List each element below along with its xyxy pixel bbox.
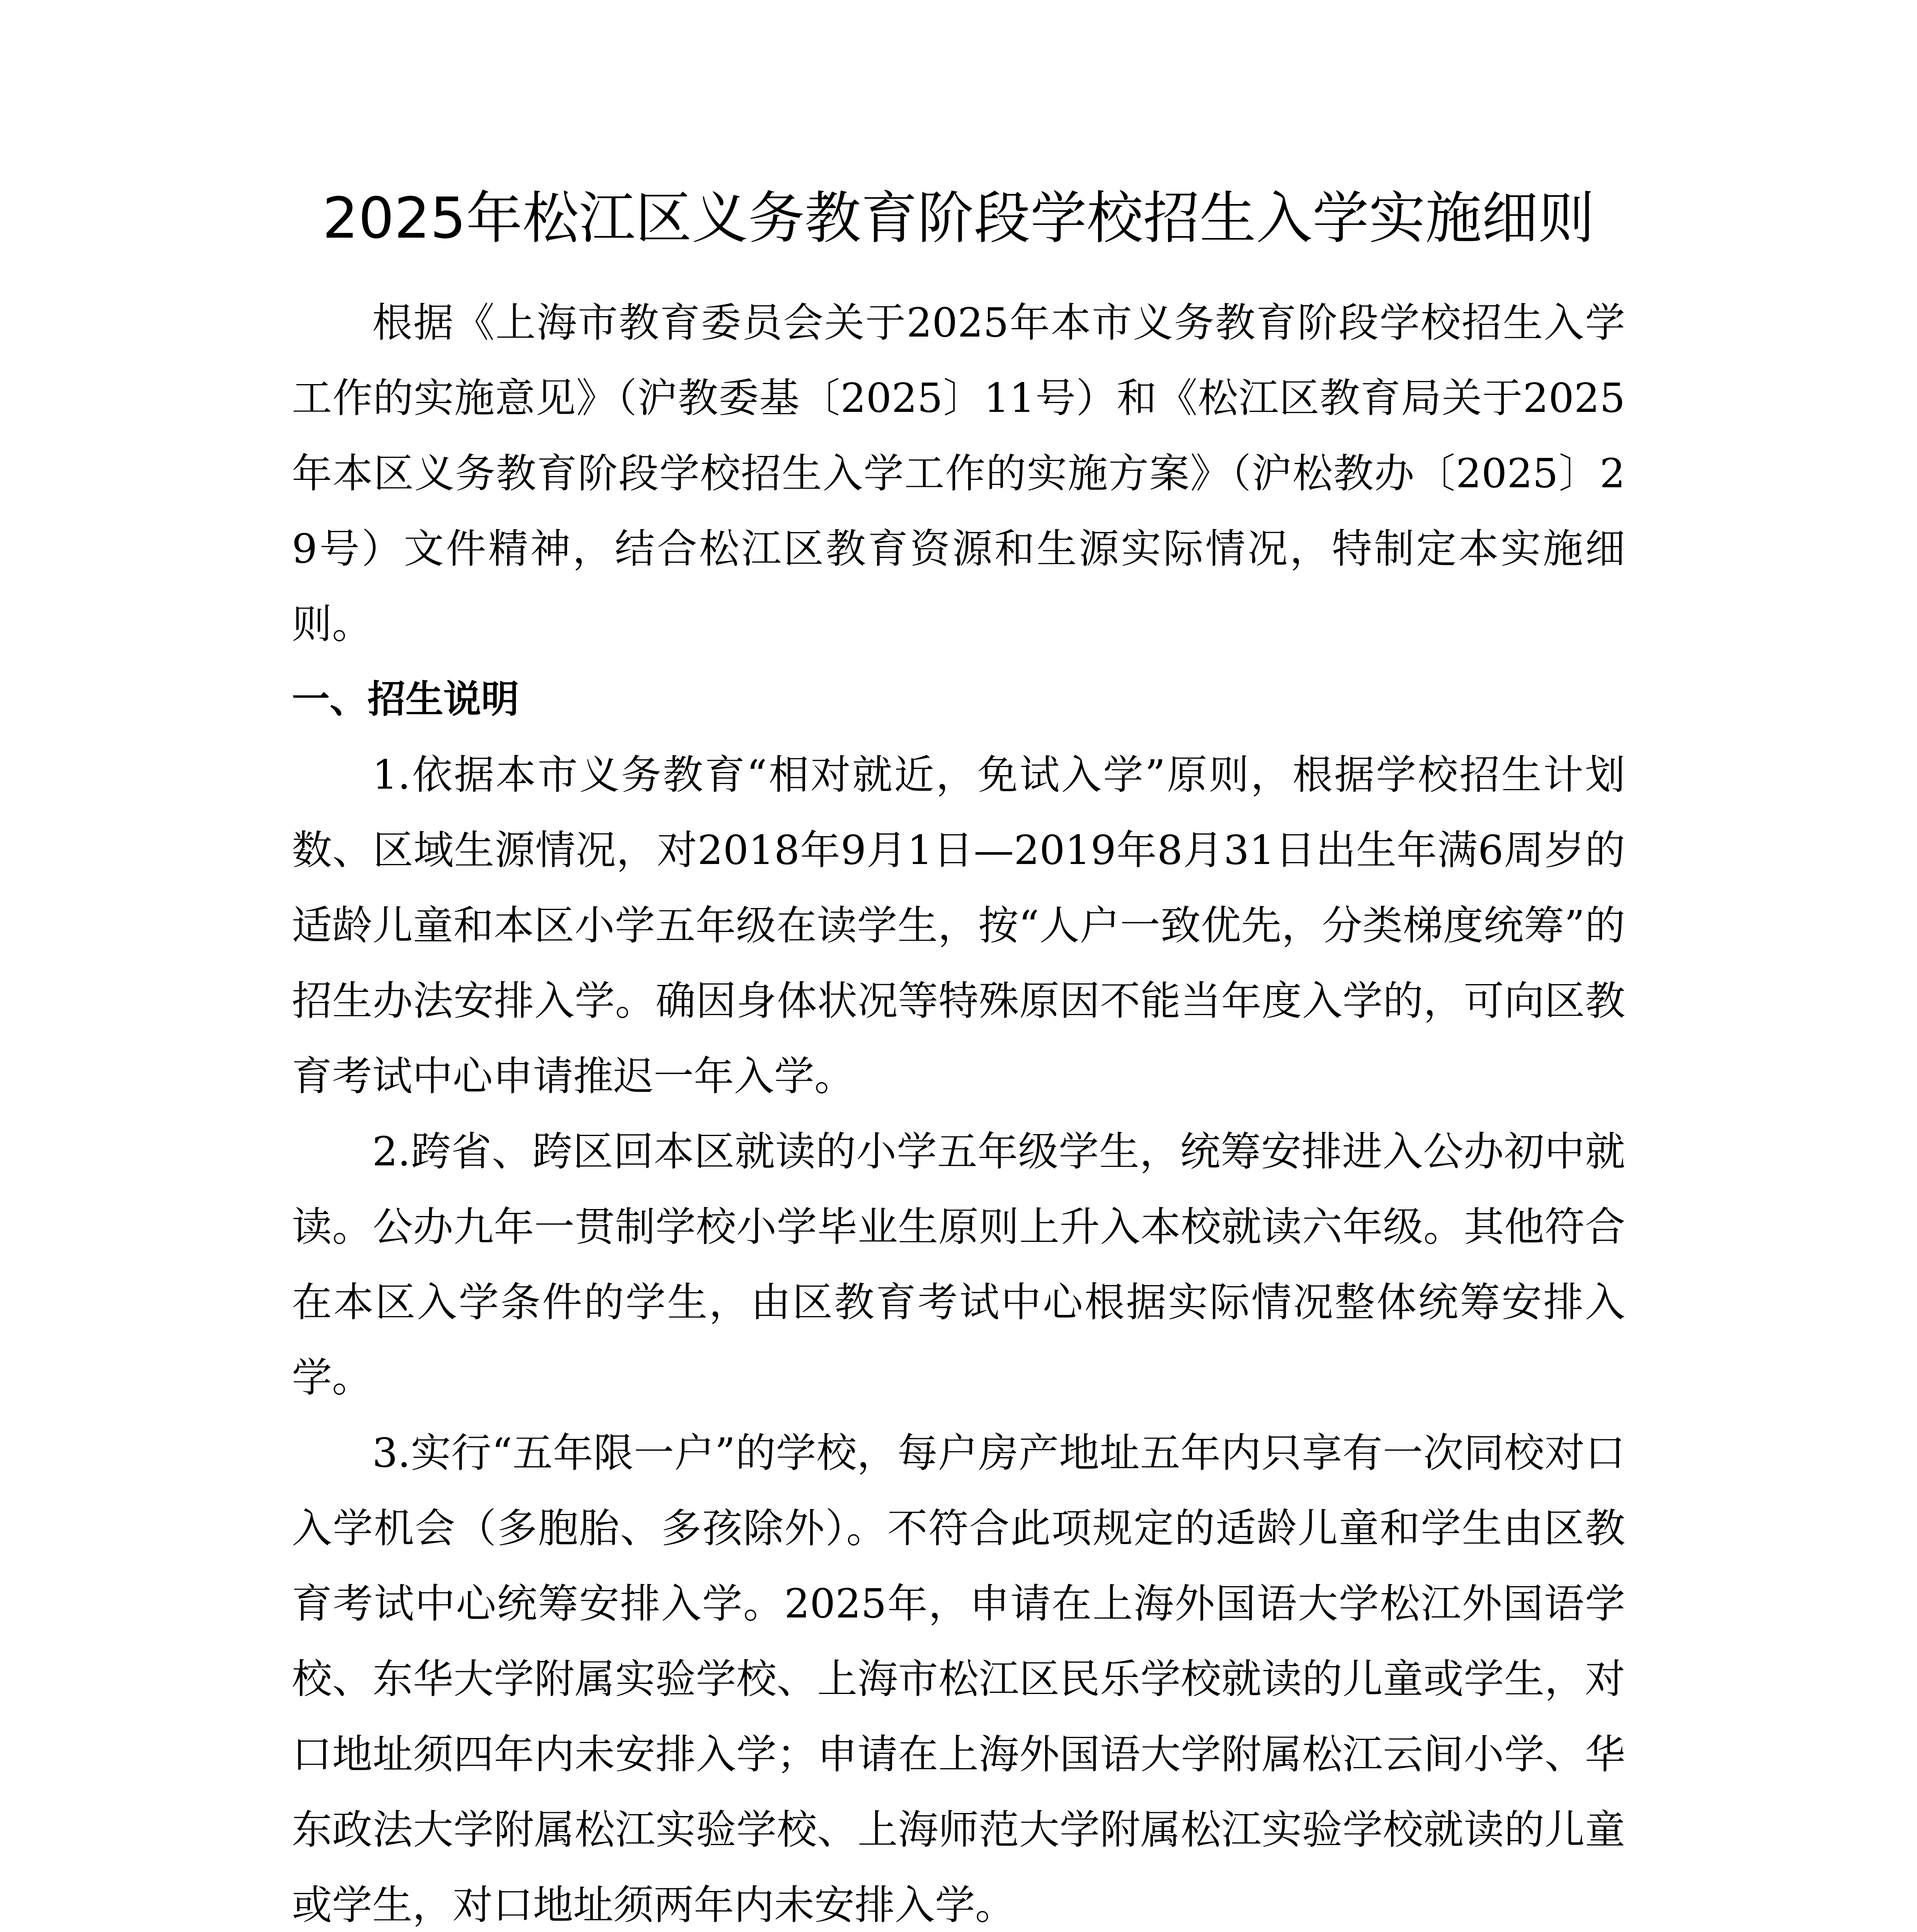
document-body (292, 285, 1625, 1932)
admission-notes-paragraph-3: 3.实行“五年限一户”的学校，每户房产地址五年内只享有一次同校对口入学机会（多胞胎、多孩除外）。不符合此项规定的适龄儿童和学生由区教育考试中心统筹安排入学。2025年，申请在上海外国语大学松江外国语学校、东华大学附属实验学校、上海市松江区民乐学校就读的儿童或学生，对口地址须四年内未安排入学；申请在上海外国语大学附属松江云间小学、华东政法大学附属松江实验学校、上海师范大学附属松江实验学校就读的儿童或学生，对口地址须两年内未安排入学。 (292, 1429, 1625, 1929)
admission-notes-paragraph-2: 2.跨省、跨区回本区就读的小学五年级学生，统筹安排进入公办初中就读。公办九年一贯制学校小学毕业生原则上升入本校就读六年级。其他符合在本区入学条件的学生，由区教育考试中心根据实际情况整体统筹安排入学。 (292, 1128, 1625, 1401)
intro-paragraph: 根据《上海市教育委员会关于2025年本市义务教育阶段学校招生入学工作的实施意见》（沪教委基〔2025〕11号）和《松江区教育局关于2025年本区义务教育阶段学校招生入学工作的实施方案》（沪松教办〔2025〕29号）文件精神，结合松江区教育资源和生源实际情况，特制定本实施细则。 (292, 299, 1625, 648)
admission-notes-paragraph-1: 1.依据本市义务教育“相对就近，免试入学”原则，根据学校招生计划数、区域生源情况，对2018年9月1日—2019年8月31日出生年满6周岁的适龄儿童和本区小学五年级在读学生，按“人户一致优先，分类梯度统筹”的招生办法安排入学。确因身体状况等特殊原因不能当年度入学的，可向区教育考试中心申请推迟一年入学。 (292, 751, 1625, 1100)
section-heading-admission-notes: 一、招生说明 (292, 677, 519, 721)
document-title: 2025年松江区义务教育阶段学校招生入学实施细则 (322, 185, 1595, 251)
